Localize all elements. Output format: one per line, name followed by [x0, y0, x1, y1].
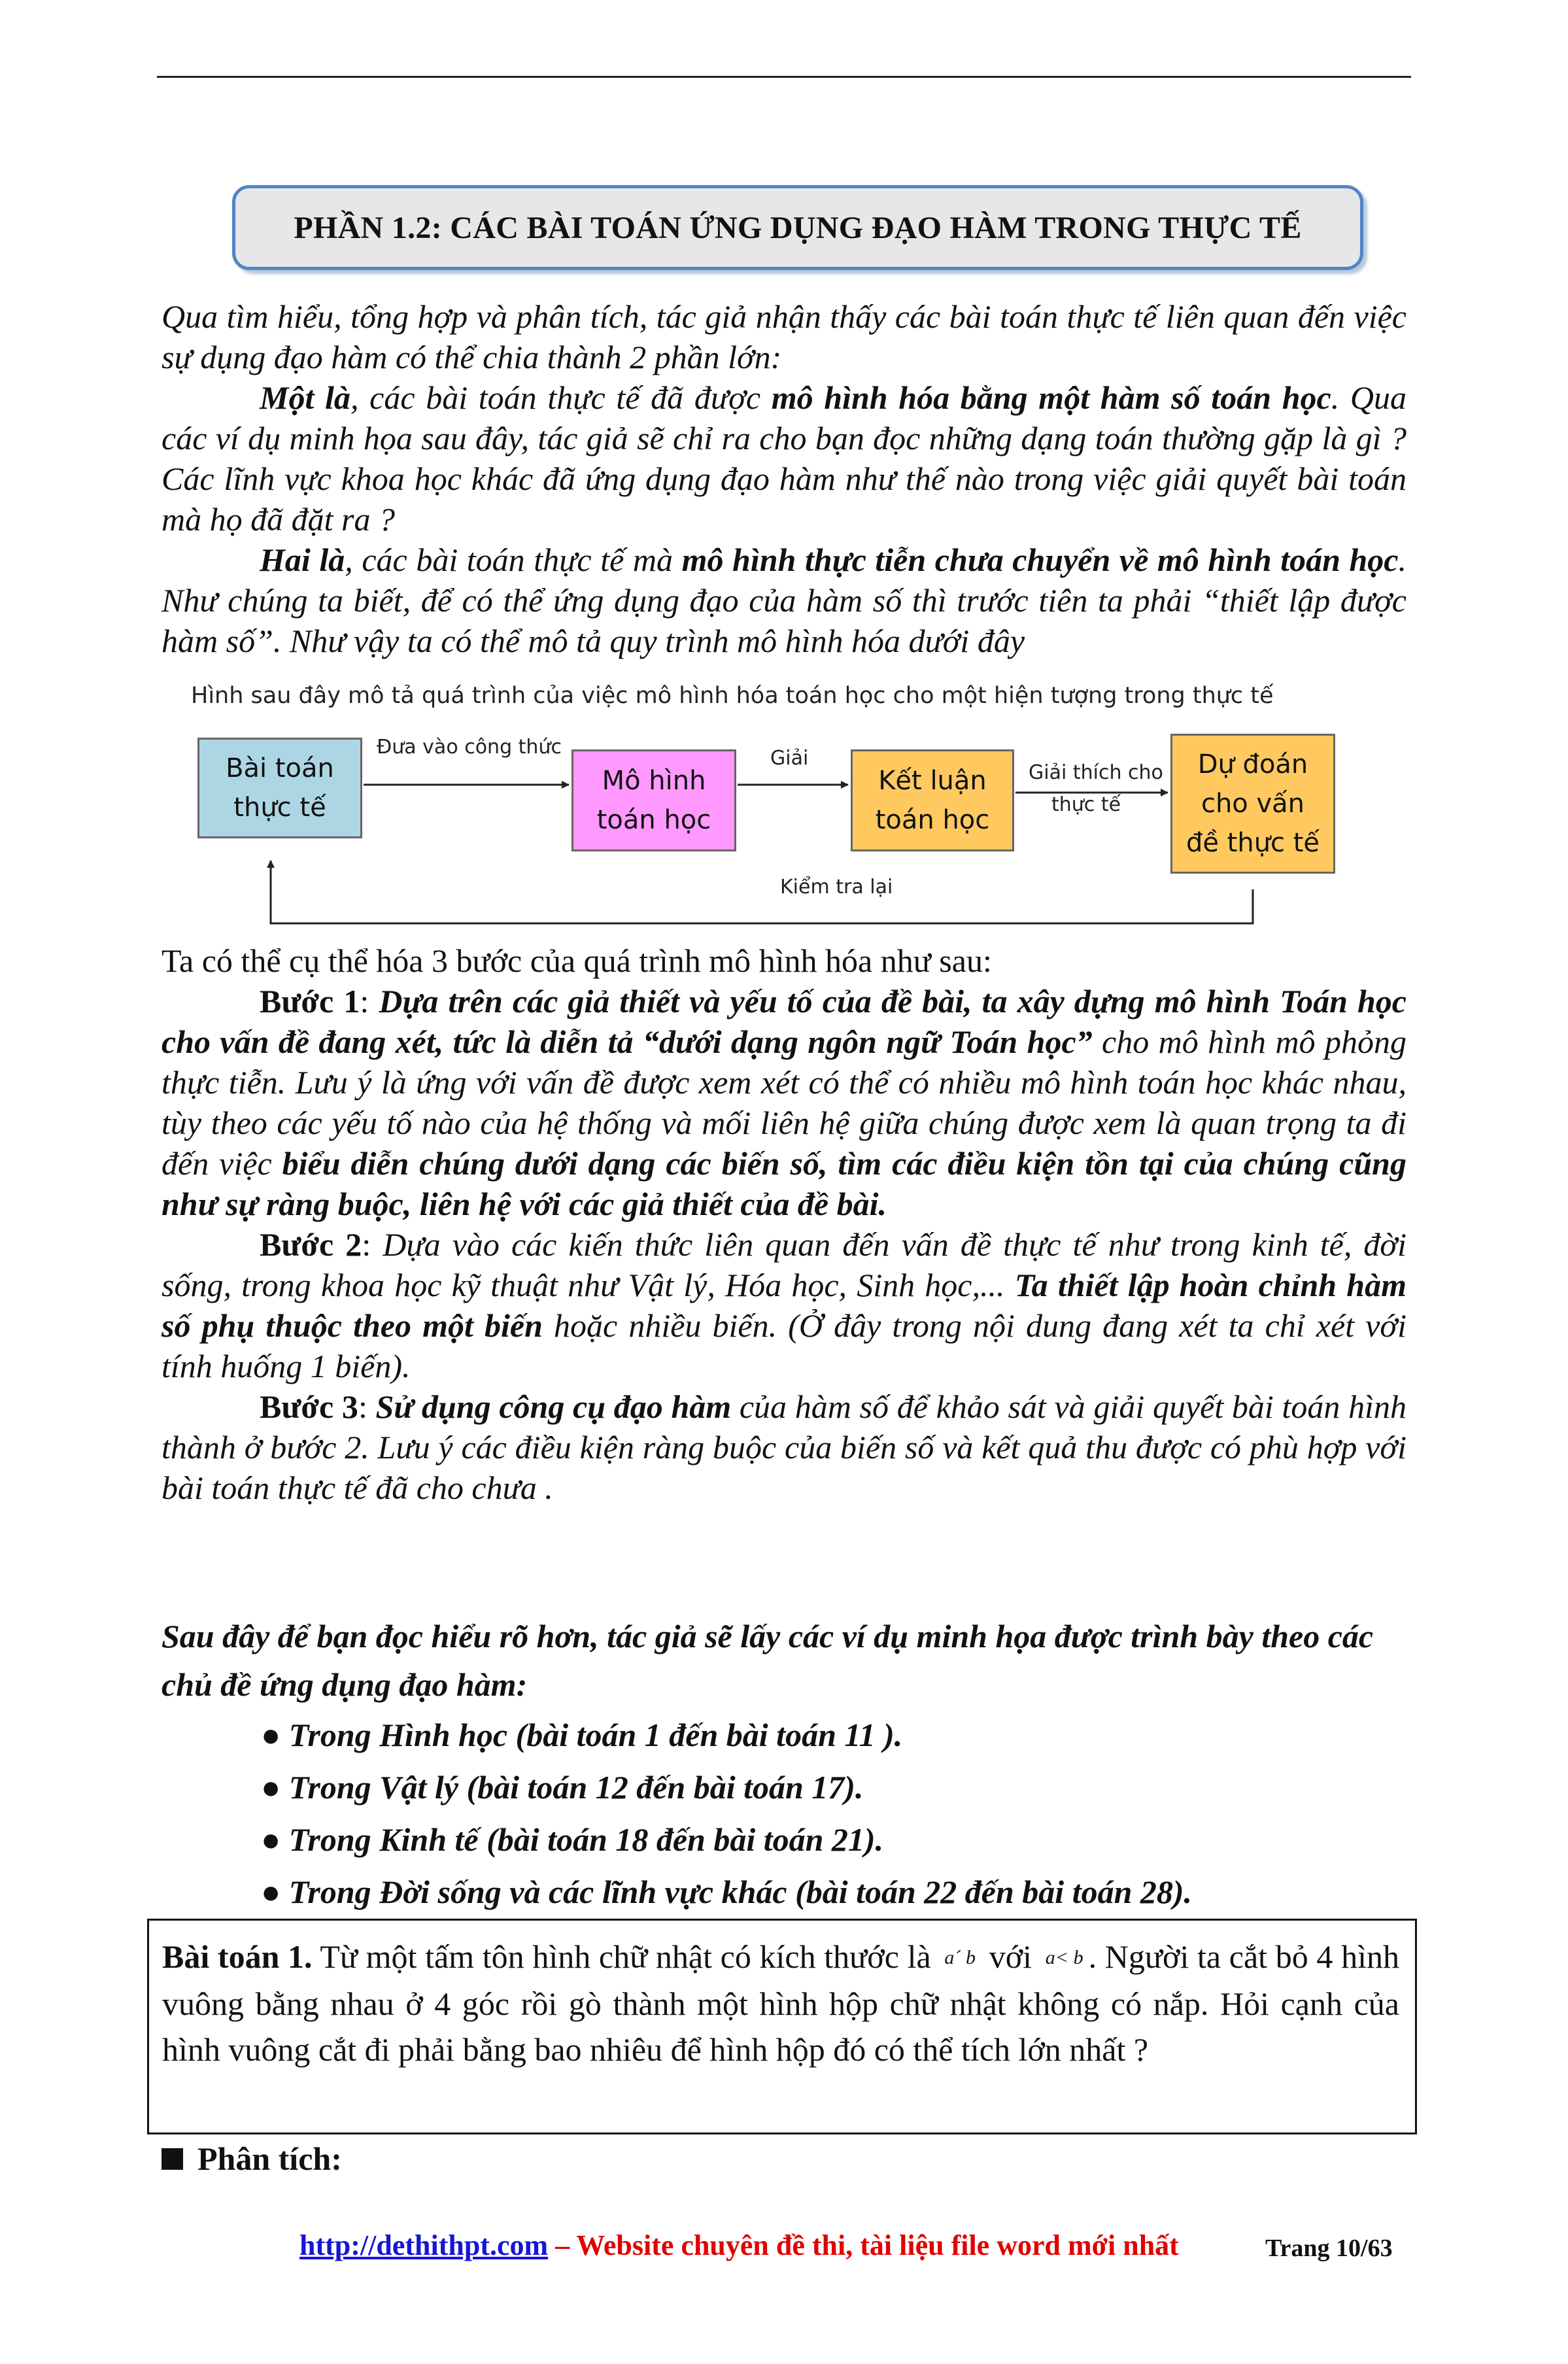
steps-section — [162, 940, 1406, 1508]
point-one-text-b: . Qua các ví dụ minh họa sau đây, tác giả sẽ chỉ ra cho bạn đọc những dạng toán thường gặp là gì ? Các lĩnh vực khoa học khác đã ứng dụng đạo hàm như thế nào trong việc giải quyết bài toán mà họ đã đặt ra ? — [162, 379, 1407, 538]
point-two-lead: Hai là — [260, 541, 345, 578]
step-three-text: của hàm số để khảo sát và giải quyết bài toán hình thành ở bước 2. Lưu ý các điều kiện ràng buộc của biến số và kết quả thu được có phù hợp với bài toán thực tế đã cho chưa . — [162, 1388, 1406, 1506]
square-bullet-icon — [162, 2148, 183, 2170]
point-one-paragraph — [162, 377, 1406, 540]
topic-item: ● Trong Vật lý (bài toán 12 đến bài toán 17). — [261, 1769, 864, 1806]
analysis-heading: Phân tích: — [162, 2140, 342, 2178]
topic-item: ● Trong Hình học (bài toán 1 đến bài toán 11 ). — [261, 1717, 903, 1753]
step-three: Bước 3: Sử dụng công cụ đạo hàm của hàm số để khảo sát và giải quyết bài toán hình thành ở bước 2. Lưu ý các điều kiện ràng buộc của biến số và kết quả thu được có phù hợp với bài toán thực tế đã cho chưa . — [162, 1388, 1406, 1506]
footer — [299, 2229, 1179, 2262]
math-expression: a´ b — [944, 1947, 976, 1968]
box-real-problem: Bài toán thực tế — [197, 738, 362, 838]
point-two-bold: mô hình thực tiễn chưa chuyển về mô hình toán học — [681, 541, 1399, 578]
point-one-text-a: , các bài toán thực tế đã được — [350, 379, 772, 416]
step-two: Bước 2: Dựa vào các kiến thức liên quan đến vấn đề thực tế như trong kinh tế, đời sống, trong khoa học kỹ thuật như Vật lý, Hóa học, Sinh học,... Ta thiết lập hoàn chỉnh hàm số phụ thuộc theo một biến hoặc nhiều biến. (Ở đây trong nội dung đang xét ta chỉ xét với tính huống 1 biến). — [162, 1226, 1406, 1384]
page-number: Trang 10/63 — [1265, 2235, 1393, 2262]
point-one-lead: Một là — [260, 379, 350, 416]
step-one: Bước 1: Dựa trên các giả thiết và yếu tố của đề bài, ta xây dựng mô hình Toán học cho vấn đề đang xét, tức là diễn tả “dưới dạng ngôn ngữ Toán học” cho mô hình mô phỏng thực tiễn. Lưu ý là ứng với vấn đề được xem xét có thể có nhiều mô hình toán học khác nhau, tùy theo các yếu tố nào của hệ thống và mối liên hệ giữa chúng được xem là quan trọng ta đi đến việc biểu diễn chúng dưới dạng các biến số, tìm các điều kiện tồn tại của chúng cũng như sự ràng buộc, liên hệ với các giả thiết của đề bài. — [162, 983, 1406, 1222]
arrow-solve-label: Giải — [770, 747, 809, 770]
box-math-conclusion: Kết luận toán học — [851, 749, 1014, 851]
math-expression: a< b — [1045, 1947, 1083, 1968]
point-one-bold: mô hình hóa bằng một hàm số toán học — [771, 379, 1331, 416]
step-three-label: Bước 3 — [260, 1388, 358, 1425]
point-two-text-b: . Như chúng ta biết, để có thể ứng dụng đạo của hàm số thì trước tiên ta phải “thiết lập được hàm số”. Như vậy ta có thể mô tả quy trình mô hình hóa dưới đây — [162, 541, 1406, 659]
feedback-label: Kiểm tra lại — [780, 876, 893, 899]
problem-label: Bài toán 1. — [162, 1938, 313, 1975]
diagram-caption: Hình sau đây mô tả quá trình của việc mô hình hóa toán học cho một hiện tượng trong thực tế — [191, 683, 1274, 709]
topic-item: ● Trong Đời sống và các lĩnh vực khác (bài toán 22 đến bài toán 28). — [261, 1874, 1193, 1910]
arrow-feedback — [271, 861, 1253, 923]
step-one-bold-2: biểu diễn chúng dưới dạng các biến số, tìm các điều kiện tồn tại của chúng cũng như sự ràng buộc, liên hệ với các giả thiết của đề bài. — [162, 1145, 1406, 1222]
topic-item: ● Trong Kinh tế (bài toán 18 đến bài toán 21). — [261, 1821, 884, 1858]
step-one-bold: Dựa trên các giả thiết và yếu tố của đề bài, ta xây dựng mô hình Toán học cho vấn đề đang xét, tức là diễn tả “dưới dạng ngôn ngữ Toán học” — [162, 983, 1406, 1060]
step-two-bold: Ta thiết lập hoàn chỉnh hàm số phụ thuộc theo một biến — [162, 1267, 1406, 1344]
intro-paragraph: Qua tìm hiểu, tổng hợp và phân tích, tác giả nhận thấy các bài toán thực tế liên quan đến việc sự dụng đạo hàm có thể chia thành 2 phần lớn: — [162, 298, 1406, 375]
footer-text: – Website chuyên đề thi, tài liệu file word mới nhất — [548, 2229, 1179, 2261]
topics-section — [162, 1612, 1406, 1918]
step-two-text: Dựa vào các kiến thức liên quan đến vấn đề thực tế như trong kinh tế, đời sống, trong khoa học kỹ thuật như Vật lý, Hóa học, Sinh học,... — [162, 1226, 1406, 1303]
step-three-bold: Sử dụng công cụ đạo hàm — [375, 1388, 732, 1425]
problem-box — [147, 1919, 1417, 2134]
step-two-label: Bước 2 — [260, 1226, 362, 1263]
arrow-interpret-label: Giải thích cho — [1029, 761, 1163, 784]
box-real-prediction: Dự đoán cho vấn đề thực tế — [1170, 734, 1335, 874]
box-math-model: Mô hình toán học — [571, 749, 736, 851]
footer-link[interactable]: http://dethithpt.com — [299, 2229, 549, 2261]
intro-section — [162, 296, 1406, 661]
arrow-model-label: Đưa vào công thức — [377, 736, 562, 759]
point-two-paragraph — [162, 540, 1406, 661]
arrow-interpret-label-2: thực tế — [1051, 793, 1121, 816]
step-one-label: Bước 1 — [260, 983, 360, 1019]
steps-intro: Ta có thể cụ thể hóa 3 bước của quá trình mô hình hóa như sau: — [162, 942, 992, 979]
problem-statement: Bài toán 1. Từ một tấm tôn hình chữ nhật có kích thước là a´ b với a< b . Người ta cắt bỏ 4 hình vuông bằng nhau ở 4 góc rồi gò thành một hình hộp chữ nhật không có nắp. Hỏi cạnh của hình vuông cắt đi phải bằng bao nhiêu để hình hộp đó có thể tích lớn nhất ? — [162, 1938, 1399, 2068]
top-rule — [157, 76, 1411, 78]
step-two-text-2: hoặc nhiều biến. (Ở đây trong nội dung đang xét ta chỉ xét với tính huống 1 biến). — [162, 1307, 1406, 1384]
topics-intro: Sau đây để bạn đọc hiểu rõ hơn, tác giả sẽ lấy các ví dụ minh họa được trình bày theo các chủ đề ứng dụng đạo hàm: — [162, 1618, 1374, 1703]
section-heading: PHẦN 1.2: CÁC BÀI TOÁN ỨNG DỤNG ĐẠO HÀM TRONG THỰC TẾ — [232, 185, 1363, 270]
point-two-text-a: , các bài toán thực tế mà — [345, 541, 682, 578]
step-one-text: cho mô hình mô phỏng thực tiễn. Lưu ý là ứng với vấn đề được xem xét có thể có nhiều mô hình toán học khác nhau, tùy theo các yếu tố nào của hệ thống và mối liên hệ giữa chúng được xem là quan trọng ta đi đến việc — [162, 1023, 1406, 1182]
